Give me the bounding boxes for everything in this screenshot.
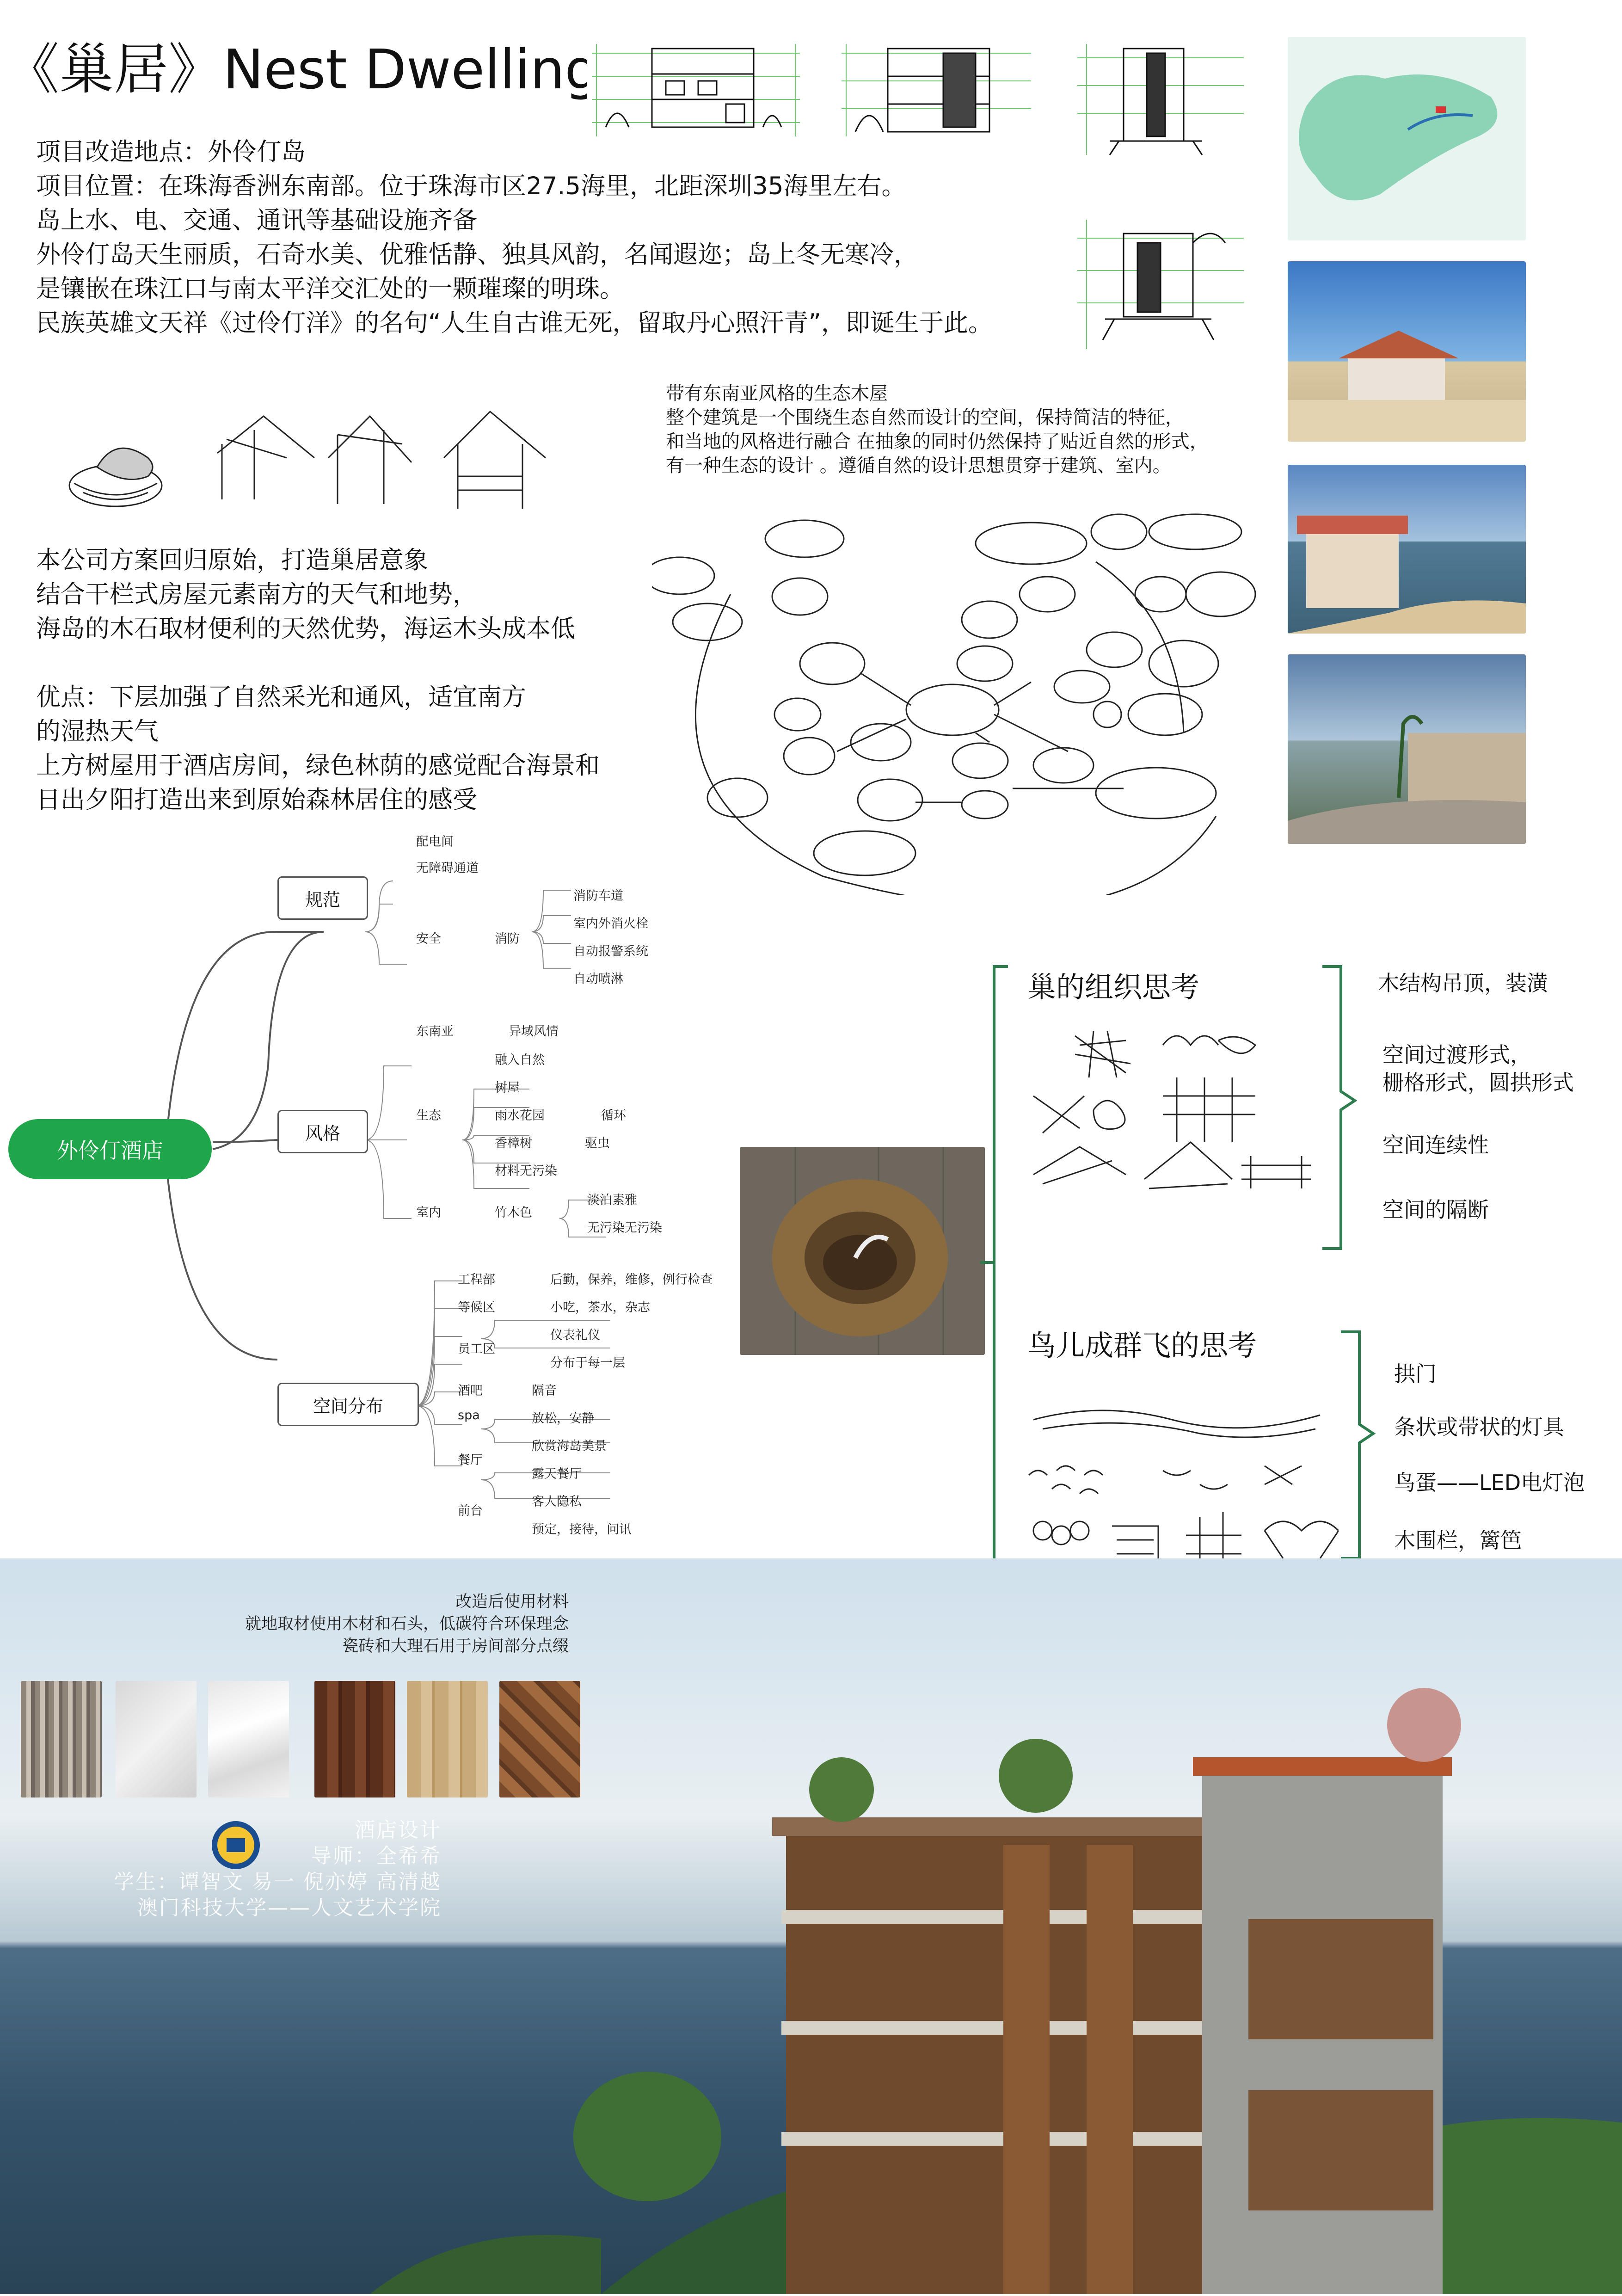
bird-thinking-heading: 鸟儿成群飞的思考 <box>1027 1329 1257 1362</box>
concept-line: 上方树屋用于酒店房间，绿色林荫的感觉配合海景和 <box>36 751 600 780</box>
nest-thinking-item: 空间过渡形式， <box>1382 1042 1531 1067</box>
mindmap-leaf: 东南亚 <box>416 1024 454 1039</box>
nest-structure-sketches <box>1024 1027 1348 1207</box>
mindmap-node-style: 风格 <box>277 1110 368 1153</box>
mindmap-leaf: 工程部 <box>458 1273 495 1287</box>
elevation-drawing-2 <box>837 39 1036 141</box>
elevation-drawing-3 <box>1073 39 1248 160</box>
concept-line: 优点：下层加强了自然采光和通风，适宜南方 <box>36 683 526 711</box>
credit-line: 导师：全希希 <box>311 1844 442 1868</box>
eco-line: 整个建筑是一个围绕生态自然而设计的空间，保持简洁的特征， <box>666 407 1184 428</box>
mindmap-leaf: spa <box>458 1408 480 1422</box>
mindmap-leaf: 室内 <box>416 1206 441 1220</box>
intro-line: 民族英雄文天祥《过伶仃洋》的名句“人生自古谁无死，留取丹心照汗青”，即诞生于此。 <box>36 309 993 337</box>
mindmap-leaf: 客人隐私 <box>532 1495 582 1509</box>
mindmap-leaf: 小吃，茶水，杂志 <box>550 1300 650 1315</box>
intro-line: 项目位置：在珠海香洲东南部。位于珠海市区27.5海里，北距深圳35海里左右。 <box>36 172 906 200</box>
mindmap-leaf: 无污染无污染 <box>587 1221 662 1235</box>
credit-line: 酒店设计 <box>355 1818 442 1842</box>
concept-line: 本公司方案回归原始，打造巢居意象 <box>36 546 428 574</box>
eco-line: 有一种生态的设计 。遵循自然的设计思想贯穿于建筑、室内。 <box>666 455 1171 476</box>
credit-line: 学生：谭智文 易一 倪亦婷 高清越 <box>114 1870 442 1894</box>
hotel-photo <box>1288 654 1526 844</box>
mindmap-leaf: 消防 <box>495 932 520 946</box>
mindmap-leaf: 循环 <box>601 1108 626 1123</box>
mindmap-node-space: 空间分布 <box>277 1383 419 1426</box>
mindmap-leaf: 融入自然 <box>495 1053 545 1067</box>
nest-thinking-item: 木结构吊顶，装潢 <box>1378 971 1548 996</box>
bird-nest-photo <box>740 1147 985 1355</box>
page-title: 《巢居》Nest Dwelling <box>5 37 600 101</box>
bird-thinking-item: 木围栏，篱笆 <box>1394 1528 1522 1553</box>
mindmap-leaf: 驱虫 <box>585 1136 610 1151</box>
mindmap-leaf: 自动喷淋 <box>573 972 623 986</box>
mindmap-leaf: 餐厅 <box>458 1453 483 1467</box>
mindmap-leaf: 前台 <box>458 1504 483 1518</box>
stone-swatch <box>21 1681 102 1797</box>
mindmap-leaf: 竹木色 <box>495 1206 532 1220</box>
mindmap-leaf: 配电间 <box>416 835 454 849</box>
wood-swatch <box>407 1681 488 1797</box>
mindmap-leaf: 材料无污染 <box>495 1164 557 1178</box>
materials-text <box>92 1591 569 1657</box>
intro-line: 岛上水、电、交通、通讯等基础设施齐备 <box>36 206 477 234</box>
mindmap-leaf: 酒吧 <box>458 1384 483 1398</box>
mindmap-leaf: 自动报警系统 <box>573 944 648 959</box>
mindmap-leaf: 生态 <box>416 1108 441 1123</box>
mindmap-leaf: 露天餐厅 <box>532 1467 582 1481</box>
mindmap-leaf: 欣赏海岛美景 <box>532 1439 607 1453</box>
mindmap-leaf: 无障碍通道 <box>416 861 479 875</box>
concept-line: 海岛的木石取材便利的天然优势，海运木头成本低 <box>36 615 575 643</box>
materials-line: 改造后使用材料 <box>455 1593 569 1611</box>
project-intro <box>36 135 993 340</box>
eco-cabin-text <box>666 382 1208 478</box>
wood-swatch <box>499 1681 580 1797</box>
mindmap-leaf: 隔音 <box>532 1384 557 1398</box>
bird-thinking-item: 拱门 <box>1394 1361 1437 1386</box>
intro-line: 外伶仃岛天生丽质，石奇水美、优雅恬静、独具风韵，名闻遐迩；岛上冬无寒冷， <box>36 240 918 269</box>
mindmap-leaf: 分布于每一层 <box>550 1356 625 1370</box>
nest-thinking-heading: 巢的组织思考 <box>1027 970 1200 1004</box>
mindmap-leaf: 后勤，保养，维修，例行检查 <box>550 1273 713 1287</box>
hotel-rendering <box>0 1558 1622 2294</box>
mindmap-leaf: 消防车道 <box>573 889 623 903</box>
concept-line <box>36 646 600 680</box>
mindmap-leaf: 安全 <box>416 932 441 946</box>
bird-flock-sketches <box>1024 1392 1339 1572</box>
nest-sketches <box>42 379 633 523</box>
mindmap-leaf: 仪表礼仪 <box>550 1328 600 1342</box>
intro-line: 项目改造地点：外伶仃岛 <box>36 138 306 166</box>
island-map <box>1288 37 1526 240</box>
materials-line: 瓷砖和大理石用于房间部分点缀 <box>342 1637 569 1656</box>
nest-thinking-item: 空间连续性 <box>1382 1133 1489 1157</box>
credit-line: 澳门科技大学——人文艺术学院 <box>137 1896 442 1920</box>
concept-line: 结合干栏式房屋元素南方的天气和地势， <box>36 580 477 609</box>
mindmap-leaf: 雨水花园 <box>495 1108 545 1123</box>
wood-swatch <box>314 1681 395 1797</box>
nest-thinking-item: 栅格形式，圆拱形式 <box>1382 1070 1574 1095</box>
elevation-drawing-1 <box>587 39 805 141</box>
concept-line: 日出夕阳打造出来到原始森林居住的感受 <box>36 786 477 814</box>
mindmap-leaf: 放松，安静 <box>532 1411 594 1426</box>
marble-swatch <box>116 1681 197 1797</box>
mindmap-leaf: 预定，接待，问讯 <box>532 1522 632 1537</box>
mindmap-leaf: 香樟树 <box>495 1136 532 1151</box>
credits <box>0 1817 442 1921</box>
bird-thinking-item: 鸟蛋——LED电灯泡 <box>1394 1470 1585 1495</box>
mindmap-leaf: 室内外消火栓 <box>573 917 648 931</box>
eco-line: 带有东南亚风格的生态木屋 <box>666 383 888 404</box>
mindmap-root: 外伶仃酒店 <box>8 1119 212 1179</box>
materials-line: 就地取材使用木材和石头，低碳符合环保理念 <box>245 1615 569 1633</box>
mindmap-leaf: 树屋 <box>495 1081 520 1095</box>
concept-text <box>36 543 600 817</box>
concept-line: 的湿热天气 <box>36 717 159 745</box>
mindmap-leaf: 淡泊素雅 <box>587 1193 637 1207</box>
eco-line: 和当地的风格进行融合 在抽象的同时仍然保持了贴近自然的形式， <box>666 431 1208 452</box>
mindmap-leaf: 员工区 <box>458 1342 495 1356</box>
beach-photo <box>1288 261 1526 442</box>
bird-thinking-item: 条状或带状的灯具 <box>1394 1415 1564 1440</box>
marble-swatch <box>208 1681 289 1797</box>
mindmap-leaf: 异域风情 <box>509 1024 559 1039</box>
elevation-drawing-4 <box>1073 215 1248 354</box>
mindmap-node-norm: 规范 <box>277 876 368 920</box>
intro-line: 是镶嵌在珠江口与南太平洋交汇处的一颗璀璨的明珠。 <box>36 275 624 303</box>
mindmap-leaf: 等候区 <box>458 1300 495 1315</box>
nest-thinking-item: 空间的隔断 <box>1382 1197 1489 1222</box>
harbor-photo <box>1288 465 1526 634</box>
